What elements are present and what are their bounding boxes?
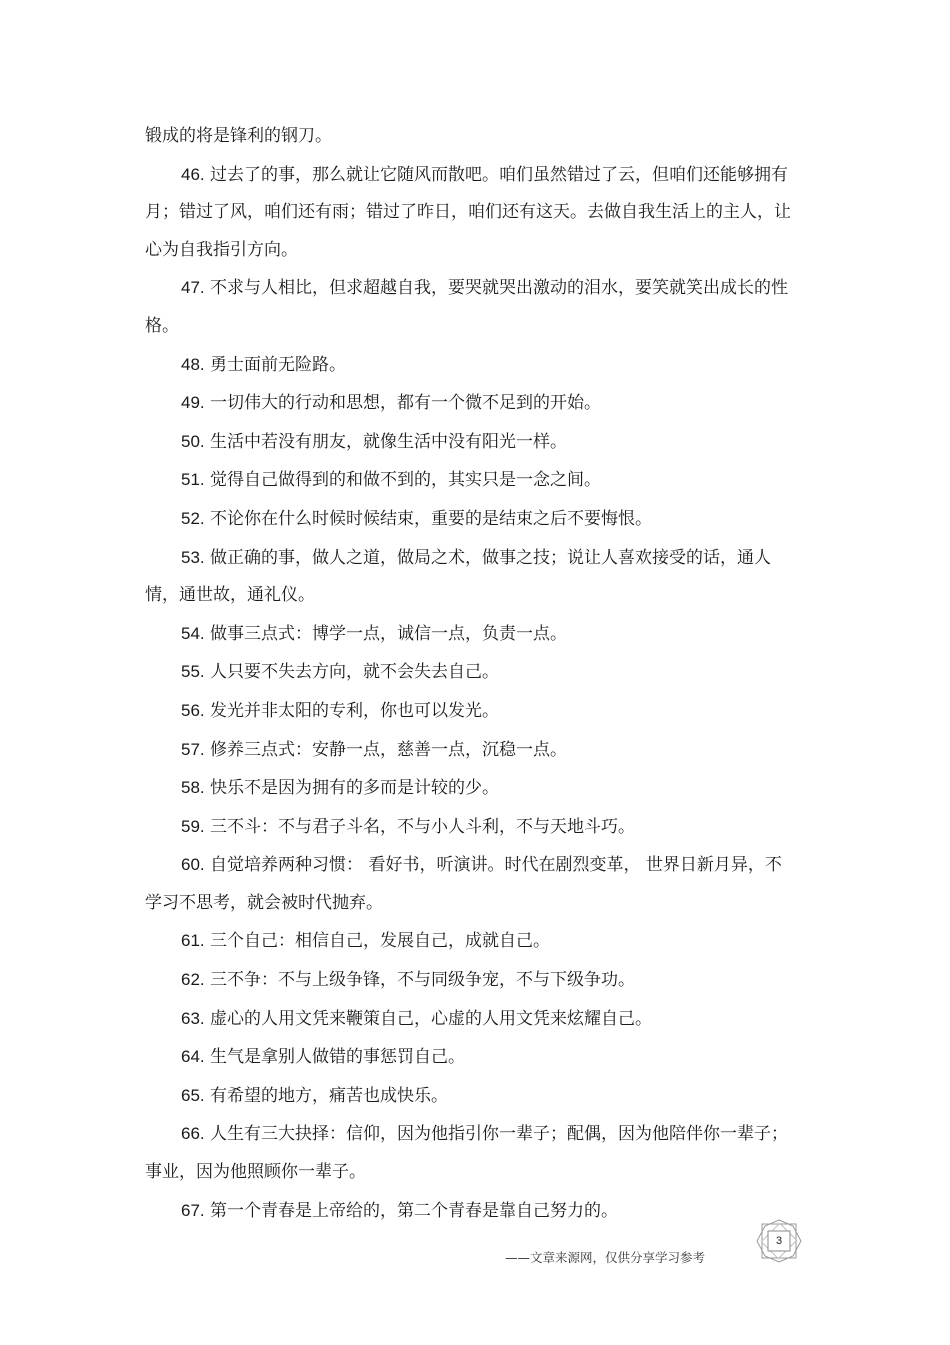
quote-text: 不论你在什么时候时候结束，重要的是结束之后不要悔恨。 xyxy=(210,508,653,529)
quote-text: 自觉培养两种习惯： 看好书，听演讲。时代在剧烈变革， 世界日新月异，不学习不思考，就会被时代抛弃。 xyxy=(145,855,782,913)
quote-text: 人只要不失去方向，就不会失去自己。 xyxy=(210,662,500,683)
quote-paragraph xyxy=(145,156,795,270)
quote-text: 修养三点式：安静一点，慈善一点，沉稳一点。 xyxy=(210,739,568,760)
quote-text: 过去了的事，那么就让它随风而散吧。咱们虽然错过了云，但咱们还能够拥有月；错过了风，咱们还有雨；错过了昨日，咱们还有这天。去做自我生活上的主人，让心为自我指引方向。 xyxy=(145,164,791,260)
quote-number: 60. xyxy=(181,855,205,875)
quote-paragraph xyxy=(145,269,795,345)
quote-paragraph xyxy=(145,461,795,500)
quote-number: 49. xyxy=(181,393,205,413)
quote-number: 52. xyxy=(181,508,205,528)
quote-text: 勇士面前无险路。 xyxy=(210,354,347,375)
quote-paragraph xyxy=(145,384,795,423)
quote-number: 61. xyxy=(181,931,205,951)
quote-text: 不求与人相比，但求超越自我，要哭就哭出激动的泪水，要笑就笑出成长的性格。 xyxy=(145,278,789,336)
quote-paragraph xyxy=(145,500,795,539)
quote-paragraph xyxy=(145,769,795,808)
quote-text: 三不争：不与上级争锋，不与同级争宠，不与下级争功。 xyxy=(210,970,636,991)
quote-text: 做正确的事，做人之道，做局之术，做事之技；说让人喜欢接受的话，通人情，通世故，通礼仪。 xyxy=(145,547,772,606)
quote-paragraph xyxy=(145,1077,795,1116)
quote-number: 51. xyxy=(181,470,205,490)
quote-paragraph xyxy=(145,346,795,385)
quote-number: 54. xyxy=(181,623,205,643)
quote-paragraph xyxy=(145,846,795,922)
quote-number: 64. xyxy=(181,1047,205,1067)
quote-number: 59. xyxy=(181,816,205,836)
footer-source-note: ——文章来源网，仅供分享学习参考 xyxy=(505,1250,706,1265)
document-body xyxy=(145,118,795,1230)
quote-paragraph xyxy=(145,1192,795,1231)
quote-text: 第一个青春是上帝给的，第二个青春是靠自己努力的。 xyxy=(210,1200,619,1221)
quote-number: 46. xyxy=(181,164,205,184)
quote-number: 53. xyxy=(181,547,205,567)
quote-number: 67. xyxy=(181,1200,205,1220)
quote-text: 快乐不是因为拥有的多而是计较的少。 xyxy=(210,778,500,799)
quote-paragraph xyxy=(145,1115,795,1191)
quote-paragraph xyxy=(145,1038,795,1077)
quote-text: 生活中若没有朋友，就像生活中没有阳光一样。 xyxy=(210,431,568,452)
page-number: 3 xyxy=(775,1235,783,1247)
quote-text: 虚心的人用文凭来鞭策自己，心虚的人用文凭来炫耀自己。 xyxy=(210,1008,653,1029)
quote-number: 65. xyxy=(181,1085,205,1105)
quote-paragraph xyxy=(145,423,795,462)
quote-number: 58. xyxy=(181,778,205,798)
quote-text: 发光并非太阳的专利，你也可以发光。 xyxy=(210,700,500,721)
quote-paragraph xyxy=(145,731,795,770)
quote-number: 62. xyxy=(181,970,205,990)
quote-paragraph xyxy=(145,961,795,1000)
quote-paragraph xyxy=(145,539,795,615)
quote-paragraph xyxy=(145,1000,795,1039)
quote-text: 人生有三大抉择：信仰，因为他指引你一辈子；配偶，因为他陪伴你一辈子；事业，因为他照顾你一辈子。 xyxy=(145,1124,789,1183)
quote-paragraph xyxy=(145,118,795,156)
quote-text: 一切伟大的行动和思想，都有一个微不足到的开始。 xyxy=(210,393,602,414)
quote-number: 57. xyxy=(181,739,205,759)
quote-paragraph xyxy=(145,615,795,654)
quote-number: 56. xyxy=(181,700,205,720)
page-number-badge xyxy=(753,1218,805,1264)
quote-number: 48. xyxy=(181,354,205,374)
quote-text: 三不斗：不与君子斗名，不与小人斗利，不与天地斗巧。 xyxy=(210,816,636,837)
quote-text: 做事三点式：博学一点，诚信一点，负责一点。 xyxy=(210,623,568,644)
quote-number: 47. xyxy=(181,278,205,298)
quote-number: 50. xyxy=(181,431,205,451)
quote-text: 觉得自己做得到的和做不到的，其实只是一念之间。 xyxy=(210,470,602,491)
quote-paragraph xyxy=(145,692,795,731)
quote-number: 63. xyxy=(181,1008,205,1028)
quote-text: 三个自己：相信自己，发展自己，成就自己。 xyxy=(210,931,551,952)
quote-number: 55. xyxy=(181,662,205,682)
quote-text: 有希望的地方，痛苦也成快乐。 xyxy=(210,1085,449,1106)
quote-paragraph xyxy=(145,922,795,961)
quote-text: 生气是拿别人做错的事惩罚自己。 xyxy=(210,1047,466,1068)
quote-number: 66. xyxy=(181,1124,205,1144)
quote-paragraph xyxy=(145,653,795,692)
quote-text: 锻成的将是锋利的钢刀。 xyxy=(145,126,332,146)
quote-paragraph xyxy=(145,808,795,847)
